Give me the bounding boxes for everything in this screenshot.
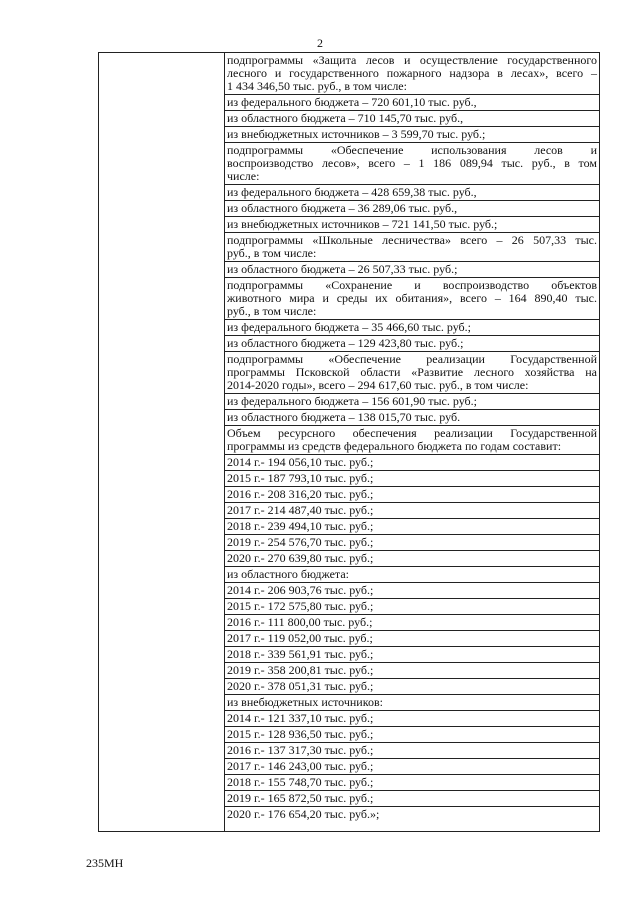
- table-row: [225, 695, 599, 711]
- row-text-line: 2017 г.- 214 487,40 тыс. руб.;: [227, 503, 374, 517]
- table-row: [225, 535, 599, 551]
- table-row: [225, 233, 599, 262]
- table-row: [225, 551, 599, 567]
- row-text-line: Объем ресурсного обеспечения реализации Государственной: [227, 426, 597, 440]
- row-text-line: 2017 г.- 146 243,00 тыс. руб.;: [227, 759, 374, 773]
- table-row: [225, 599, 599, 615]
- row-text-line: из областного бюджета – 129 423,80 тыс. руб.;: [227, 336, 464, 350]
- row-text-line: из федерального бюджета – 720 601,10 тыс. руб.,: [227, 95, 477, 109]
- table-row: [225, 53, 599, 95]
- row-text-line: числе:: [227, 169, 260, 183]
- row-text-line: руб., в том числе:: [227, 246, 317, 260]
- footer-code: 235МН: [86, 856, 124, 870]
- table-row: [225, 519, 599, 535]
- row-text-line: подпрограммы «Сохранение и воспроизводство объектов: [227, 278, 597, 292]
- row-text-line: 2015 г.- 172 575,80 тыс. руб.;: [227, 599, 374, 613]
- row-text-line: 2014 г.- 194 056,10 тыс. руб.;: [227, 455, 374, 469]
- table-row: [225, 775, 599, 791]
- row-text-line: 1 434 346,50 тыс. руб., в том числе:: [227, 79, 407, 93]
- table-row: [225, 320, 599, 336]
- row-text-line: 2019 г.- 254 576,70 тыс. руб.;: [227, 535, 374, 549]
- row-text-line: воспроизводство лесов», всего – 1 186 089,94 тыс. руб., в том: [227, 156, 597, 170]
- row-text-line: 2017 г.- 119 052,00 тыс. руб.;: [227, 631, 373, 645]
- row-text-line: подпрограммы «Обеспечение реализации Государственной: [227, 352, 597, 366]
- row-text-line: из областного бюджета – 710 145,70 тыс. руб.,: [227, 111, 464, 125]
- row-text-line: программы Псковской области «Развитие лесного хозяйства на: [227, 365, 597, 379]
- row-text-line: из внебюджетных источников – 3 599,70 тыс. руб.;: [227, 127, 486, 141]
- table-row: [225, 410, 599, 426]
- table-row: [225, 471, 599, 487]
- row-text-line: 2014 г.- 206 903,76 тыс. руб.;: [227, 583, 374, 597]
- row-text-line: 2015 г.- 187 793,10 тыс. руб.;: [227, 471, 374, 485]
- row-text-line: из федерального бюджета – 156 601,90 тыс. руб.;: [227, 394, 477, 408]
- table-row: [225, 583, 599, 599]
- row-text-line: 2020 г.- 270 639,80 тыс. руб.;: [227, 551, 374, 565]
- table-row: [225, 727, 599, 743]
- row-text-line: 2018 г.- 339 561,91 тыс. руб.;: [227, 647, 374, 661]
- row-text-line: 2018 г.- 239 494,10 тыс. руб.;: [227, 519, 374, 533]
- row-text-line: 2020 г.- 378 051,31 тыс. руб.;: [227, 679, 374, 693]
- table-row: [225, 201, 599, 217]
- document-table: [98, 52, 600, 832]
- row-text-line: подпрограммы «Защита лесов и осуществление государственного: [227, 53, 597, 67]
- page-number: 2: [317, 36, 323, 50]
- row-text-line: из внебюджетных источников – 721 141,50 тыс. руб.;: [227, 217, 498, 231]
- table-row: [225, 567, 599, 583]
- row-text-line: программы из средств федерального бюджета по годам составит:: [227, 439, 562, 453]
- table-row: [225, 426, 599, 455]
- table-left-column: [99, 53, 225, 831]
- row-text-line: животного мира и среды их обитания», всего – 164 890,40 тыс.: [227, 291, 597, 305]
- row-text-line: 2016 г.- 208 316,20 тыс. руб.;: [227, 487, 374, 501]
- row-text-line: из областного бюджета:: [227, 567, 349, 581]
- table-row: [225, 743, 599, 759]
- table-row: [225, 711, 599, 727]
- table-row: [225, 111, 599, 127]
- row-text-line: 2014 г.- 121 337,10 тыс. руб.;: [227, 711, 374, 725]
- row-text-line: 2020 г.- 176 654,20 тыс. руб.»;: [227, 807, 380, 821]
- row-text-line: подпрограммы «Обеспечение использования лесов и: [227, 143, 597, 157]
- table-row: [225, 487, 599, 503]
- row-text-line: 2019 г.- 358 200,81 тыс. руб.;: [227, 663, 374, 677]
- row-text-line: из федерального бюджета – 35 466,60 тыс. руб.;: [227, 320, 471, 334]
- table-row: [225, 394, 599, 410]
- row-text-line: лесного и государственного пожарного надзора в лесах», всего –: [227, 66, 597, 80]
- table-row: [225, 127, 599, 143]
- row-text-line: 2019 г.- 165 872,50 тыс. руб.;: [227, 791, 374, 805]
- row-text-line: из областного бюджета – 26 507,33 тыс. руб.;: [227, 262, 458, 276]
- table-row: [225, 615, 599, 631]
- table-row: [225, 217, 599, 233]
- table-row: [225, 352, 599, 394]
- row-text-line: руб., в том числе:: [227, 304, 317, 318]
- table-row: [225, 185, 599, 201]
- table-row: [225, 336, 599, 352]
- table-row: [225, 95, 599, 111]
- table-row: [225, 278, 599, 320]
- table-row: [225, 759, 599, 775]
- table-row: [225, 647, 599, 663]
- table-row: [225, 631, 599, 647]
- row-text-line: 2014-2020 годы», всего – 294 617,60 тыс. руб., в том числе:: [227, 378, 529, 392]
- row-text-line: 2016 г.- 111 800,00 тыс. руб.;: [227, 615, 373, 629]
- row-text-line: из областного бюджета – 36 289,06 тыс. руб.,: [227, 201, 458, 215]
- table-row: [225, 503, 599, 519]
- table-row: [225, 455, 599, 471]
- row-text-line: из внебюджетных источников:: [227, 695, 383, 709]
- row-text-line: 2015 г.- 128 936,50 тыс. руб.;: [227, 727, 374, 741]
- row-text-line: из областного бюджета – 138 015,70 тыс. руб.: [227, 410, 461, 424]
- row-text-line: 2016 г.- 137 317,30 тыс. руб.;: [227, 743, 374, 757]
- table-row: [225, 143, 599, 185]
- table-row: [225, 663, 599, 679]
- row-text-line: из федерального бюджета – 428 659,38 тыс. руб.,: [227, 185, 477, 199]
- table-row: [225, 807, 599, 822]
- table-row: [225, 791, 599, 807]
- row-text-line: 2018 г.- 155 748,70 тыс. руб.;: [227, 775, 374, 789]
- table-row: [225, 679, 599, 695]
- table-right-column: [225, 53, 599, 831]
- row-text-line: подпрограммы «Школьные лесничества» всего – 26 507,33 тыс.: [227, 233, 597, 247]
- table-row: [225, 262, 599, 278]
